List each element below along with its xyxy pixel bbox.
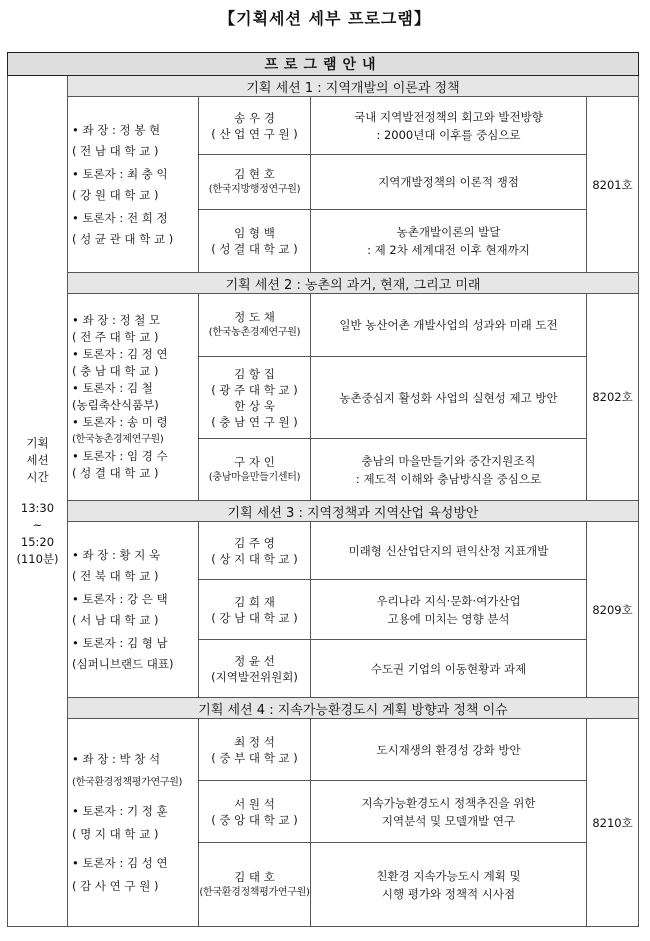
time-end: 15:20 bbox=[20, 534, 55, 549]
session-moderators bbox=[68, 719, 199, 927]
presenter-cell bbox=[199, 97, 311, 155]
presenter-name: 서 원 석 bbox=[234, 796, 275, 811]
session-moderators bbox=[68, 522, 199, 698]
moderator-role: • 좌 장 : 박 창 석 bbox=[72, 751, 161, 766]
discussant-role: • 토론자 : 송 미 령 bbox=[72, 415, 168, 429]
presenter-affiliation: ( 중 부 대 학 교 ) bbox=[211, 750, 298, 765]
discussant-role: • 토론자 : 김 형 남 bbox=[72, 635, 168, 650]
discussant-affiliation: ( 충 남 대 학 교 ) bbox=[72, 364, 159, 378]
time-duration: (110분) bbox=[16, 551, 59, 566]
discussant-role: • 토론자 : 전 희 정 bbox=[72, 210, 168, 225]
topic-line: 지속가능환경도시 정책추진을 위한 bbox=[361, 795, 536, 810]
time-label-2: 세션 bbox=[26, 452, 49, 467]
topic-line: 친환경 지속가능도시 계획 및 bbox=[376, 868, 521, 883]
presenter-name: 김 현 호 bbox=[234, 167, 275, 181]
discussant-role: • 토론자 : 임 경 수 bbox=[72, 449, 168, 463]
topic-line: 도시재생의 환경성 강화 방안 bbox=[376, 742, 521, 757]
presenter-cell bbox=[199, 357, 311, 439]
discussant-affiliation: ( 성 결 대 학 교 ) bbox=[72, 466, 159, 480]
presenter-name: 송 우 경 bbox=[234, 110, 275, 125]
presenter-name: 한 상 욱 bbox=[234, 398, 275, 413]
discussant-role: • 토론자 : 김 성 연 bbox=[72, 855, 168, 870]
discussant-affiliation: (심퍼니브랜드 대표) bbox=[72, 656, 174, 671]
topic-cell bbox=[311, 522, 587, 580]
topic-cell bbox=[311, 640, 587, 698]
presenter-affiliation: ( 산 업 연 구 원 ) bbox=[211, 126, 298, 141]
presenter-name: 김 태 호 bbox=[234, 869, 275, 884]
program-header: 프로그램안내 bbox=[8, 53, 639, 76]
presenter-cell bbox=[199, 522, 311, 580]
discussant-role: • 토론자 : 강 은 택 bbox=[72, 591, 168, 606]
topic-cell bbox=[311, 439, 587, 501]
topic-cell bbox=[311, 843, 587, 927]
topic-cell bbox=[311, 781, 587, 843]
topic-line: 고용에 미치는 영향 분석 bbox=[387, 611, 510, 626]
presenter-affiliation: (지역발전위원회) bbox=[211, 669, 298, 684]
moderator-role: • 좌 장 : 황 지 욱 bbox=[72, 547, 161, 562]
room-number: 8201호 bbox=[587, 97, 639, 273]
discussant-role: • 토론자 : 김 정 연 bbox=[72, 347, 168, 361]
presenter-name: 임 형 백 bbox=[234, 226, 275, 240]
session-moderators bbox=[68, 294, 199, 501]
topic-line: : 2000년대 이후를 중심으로 bbox=[376, 127, 521, 142]
presenter-affiliation: (한국지방행정연구원) bbox=[208, 184, 301, 195]
topic-line: : 제 2차 세계대전 이후 현재까지 bbox=[367, 243, 530, 257]
presenter-cell bbox=[199, 155, 311, 210]
presenter-cell bbox=[199, 294, 311, 357]
session-moderators bbox=[68, 97, 199, 273]
presenter-affiliation: (충남마을만들기센터) bbox=[208, 471, 301, 483]
program-table bbox=[7, 52, 639, 927]
topic-line: 우리나라 지식·문화·여가산업 bbox=[376, 593, 521, 608]
session-title: 기획 세션 2 : 농촌의 과거, 현재, 그리고 미래 bbox=[68, 273, 639, 294]
presenter-name: 김 주 영 bbox=[234, 535, 275, 550]
presenter-name: 구 자 인 bbox=[234, 454, 275, 469]
topic-cell bbox=[311, 719, 587, 781]
topic-line: 농촌중심지 활성화 사업의 실현성 제고 방안 bbox=[339, 390, 558, 405]
presenter-affiliation: ( 강 남 대 학 교 ) bbox=[211, 610, 298, 625]
moderator-affiliation: ( 전 남 대 학 교 ) bbox=[72, 143, 159, 158]
time-label-1: 기획 bbox=[26, 435, 49, 450]
moderator-role: • 좌 장 : 정 봉 현 bbox=[72, 122, 161, 137]
session-title: 기획 세션 3 : 지역정책과 지역산업 육성방안 bbox=[68, 501, 639, 522]
presenter-cell bbox=[199, 210, 311, 273]
session-time-cell bbox=[8, 76, 68, 927]
presenter-affiliation: ( 광 주 대 학 교 ) bbox=[211, 382, 298, 397]
discussant-affiliation: (한국농촌경제연구원) bbox=[72, 434, 164, 445]
topic-line: 국내 지역발전정책의 회고와 발전방향 bbox=[354, 109, 543, 124]
presenter-cell bbox=[199, 439, 311, 501]
room-number: 8210호 bbox=[587, 719, 639, 927]
presenter-affiliation: (한국농촌경제연구원) bbox=[208, 327, 301, 338]
discussant-affiliation: ( 성 균 관 대 학 교 ) bbox=[72, 231, 174, 246]
presenter-cell bbox=[199, 580, 311, 640]
time-label-3: 시간 bbox=[26, 469, 49, 484]
topic-line: 농촌개발이론의 발달 bbox=[396, 225, 501, 239]
room-number: 8209호 bbox=[587, 522, 639, 698]
topic-cell bbox=[311, 210, 587, 273]
session-title: 기획 세션 4 : 지속가능환경도시 계획 방향과 정책 이슈 bbox=[68, 698, 639, 719]
presenter-name: 정 윤 선 bbox=[234, 653, 275, 668]
topic-line: 수도권 기업의 이동현황과 과제 bbox=[370, 661, 527, 676]
discussant-affiliation: ( 서 남 대 학 교 ) bbox=[72, 612, 159, 627]
topic-line: 시행 평가와 정책적 시사점 bbox=[381, 886, 516, 901]
presenter-cell bbox=[199, 719, 311, 781]
discussant-affiliation: ( 감 사 연 구 원 ) bbox=[72, 878, 159, 893]
topic-line: 일반 농산어촌 개발사업의 성과와 미래 도전 bbox=[339, 318, 558, 332]
presenter-cell bbox=[199, 640, 311, 698]
moderator-affiliation: ( 전 북 대 학 교 ) bbox=[72, 568, 159, 583]
discussant-role: • 토론자 : 최 충 익 bbox=[72, 166, 168, 181]
discussant-role: • 토론자 : 기 정 훈 bbox=[72, 803, 168, 818]
discussant-affiliation: (농림축산식품부) bbox=[72, 398, 159, 412]
presenter-affiliation: (한국환경정책평가연구원) bbox=[199, 886, 310, 898]
topic-line: : 제도적 이해와 충남방식을 중심으로 bbox=[355, 471, 542, 486]
topic-cell bbox=[311, 97, 587, 155]
presenter-name: 김 항 집 bbox=[234, 366, 275, 381]
moderator-role: • 좌 장 : 정 철 모 bbox=[72, 313, 161, 327]
presenter-affiliation: ( 충 남 연 구 원 ) bbox=[211, 414, 298, 429]
topic-line: 미래형 신산업단지의 편익산정 지표개발 bbox=[348, 543, 549, 558]
presenter-affiliation: ( 성 결 대 학 교 ) bbox=[211, 242, 298, 256]
time-tilde: ~ bbox=[32, 517, 43, 532]
presenter-name: 김 희 재 bbox=[234, 594, 275, 609]
presenter-name: 최 정 석 bbox=[234, 734, 275, 749]
topic-line: 지역분석 및 모델개발 연구 bbox=[381, 813, 516, 828]
presenter-affiliation: ( 중 앙 대 학 교 ) bbox=[211, 812, 298, 827]
session-title: 기획 세션 1 : 지역개발의 이론과 정책 bbox=[68, 76, 639, 97]
topic-cell bbox=[311, 155, 587, 210]
topic-cell bbox=[311, 580, 587, 640]
topic-cell bbox=[311, 294, 587, 357]
time-start: 13:30 bbox=[20, 500, 55, 515]
presenter-cell bbox=[199, 781, 311, 843]
moderator-affiliation: ( 전 주 대 학 교 ) bbox=[72, 330, 159, 344]
topic-line: 지역개발정책의 이론적 쟁점 bbox=[378, 175, 519, 189]
topic-line: 충남의 마을만들기와 중간지원조직 bbox=[361, 453, 536, 468]
page-title: 【기획세션 세부 프로그램】 bbox=[219, 9, 431, 28]
room-number: 8202호 bbox=[587, 294, 639, 501]
moderator-affiliation: (한국환경정책평가연구원) bbox=[72, 776, 183, 788]
discussant-affiliation: ( 강 원 대 학 교 ) bbox=[72, 187, 159, 202]
topic-cell bbox=[311, 357, 587, 439]
presenter-cell bbox=[199, 843, 311, 927]
discussant-role: • 토론자 : 김 철 bbox=[72, 381, 153, 395]
discussant-affiliation: ( 명 지 대 학 교 ) bbox=[72, 826, 159, 841]
presenter-name: 정 도 채 bbox=[234, 310, 275, 324]
presenter-affiliation: ( 상 지 대 학 교 ) bbox=[211, 551, 298, 566]
